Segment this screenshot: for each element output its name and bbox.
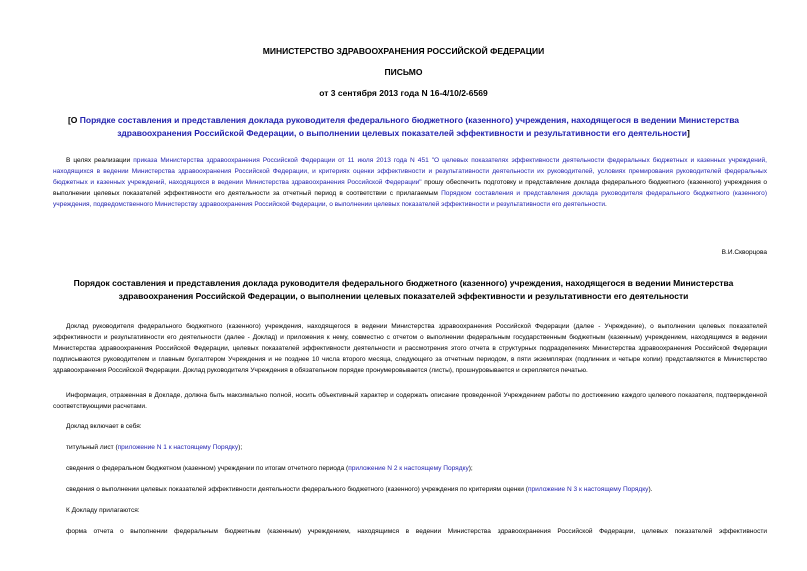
letter-body-middle: прошу обеспечить подготовку и представление доклада федерального бюджетного (казенного) учреждения о выполнении целевых показателей эффективности его деятельности за отчетный период в соответствии с прилагаемым — [53, 179, 767, 197]
document-date-number: от 3 сентября 2013 года N 16-4/10/2-6569 — [319, 88, 488, 98]
appendix-1-link[interactable]: приложение N 1 к настоящему Порядку — [117, 444, 239, 451]
document-subject — [40, 114, 767, 140]
signature: В.И.Скворцова — [721, 249, 767, 256]
item3-suffix: ). — [648, 486, 653, 493]
item3-prefix: сведения о выполнении целевых показателей эффективности деятельности федерального бюджетного (казенного) учреждения по критериям оценки ( — [66, 486, 528, 493]
item1-prefix: титульный лист ( — [66, 444, 118, 451]
subject-close-bracket: ] — [686, 128, 690, 138]
item1-suffix: ); — [238, 444, 243, 451]
procedure-paragraph-1: Доклад руководителя федерального бюджетного (казенного) учреждения, находящегося в ведении Министерства здравоохранения Российской Федерации (далее - Учреждение), о выполнении целевых показателей эффективности и результативности его деятельности (далее - Доклад) и приложения к нему, совместно с отчетом о выполнении федеральным государственным бюджетным (казенным) учреждением, находящимся в ведении Министерства здравоохранения Российской Федерации, целевых показателей эффективности деятельности и рассмотрения этого отчета в структурных подразделениях Министерства здравоохранения Российской Федерации подписываются руководителем и главным бухгалтером Учреждения и не позднее 10 числа второго месяца, следующего за отчетным периодом, в пяти экземплярах (подлинник и четыре копии) представляются в Министерство здравоохранения Российской Федерации. Доклад руководителя Учреждения в обязательном порядке пронумеровывается (листы), прошнуровывается и скрепляется печатью. — [53, 323, 767, 374]
ministry-heading: МИНИСТЕРСТВО ЗДРАВООХРАНЕНИЯ РОССИЙСКОЙ ФЕДЕРАЦИИ — [262, 46, 545, 56]
list-item-institution-info — [66, 463, 473, 474]
letter-body-suffix: . — [605, 201, 607, 208]
subject-link[interactable]: Порядке составления и представления доклада руководителя федерального бюджетного (казенного) учреждения, находящегося в ведении Министерства здравоохранения Российской Федерации, о выполнении целевых показателей эффективности и результативности его деятельности — [79, 115, 740, 138]
appendix-3-link[interactable]: приложение N 3 к настоящему Порядку — [527, 486, 649, 493]
procedure-title: Порядок составления и представления доклада руководителя федерального бюджетного (казенного) учреждения, находящегося в ведении Министерства здравоохранения Российской Федерации, о выполнении целевых показателей эффективности и результативности его деятельности — [73, 278, 734, 301]
procedure-link[interactable]: Порядком составления и представления доклада руководителя федерального бюджетного (казенного) учреждения, подведомственного Министерству здравоохранения Российской Федерации, о выполнении целевых показателей эффективности и результативности его деятельности — [53, 190, 767, 208]
item2-prefix: сведения о федеральном бюджетном (казенном) учреждении по итогам отчетного периода ( — [66, 465, 349, 472]
list-item-title-page — [66, 442, 242, 453]
document-type-heading: ПИСЬМО — [384, 67, 423, 77]
subject-open-bracket: [О — [67, 115, 80, 125]
includes-label: Доклад включает в себя: — [66, 423, 142, 430]
attachments-label: К Докладу прилагаются: — [66, 507, 140, 514]
procedure-last-line: форма отчета о выполнении федеральным бюджетным (казенным) учреждением, находящимся в ведении Министерства здравоохранения Российской Федерации, целевых показателей эффективности — [66, 528, 767, 535]
letter-body-prefix: В целях реализации — [66, 157, 134, 164]
item2-suffix: ); — [468, 465, 473, 472]
procedure-paragraph-2: Информация, отраженная в Докладе, должна быть максимально полной, носить объективный характер и содержать описание проведенной Учреждением работы по достижению каждого целевого показателя, подтвержденной соответствующими расчетами. — [53, 392, 767, 410]
order-451-link[interactable]: приказа Министерства здравоохранения Российской Федерации от 11 июля 2013 года N 451 "О целевых показателях эффективности деятельности федеральных бюджетных и казенных учреждений, находящихся в ведении Министерства здравоохранения Российской Федерации, и критериях оценки эффективности и результативности деятельности их руководителей, условиях премирования руководителей федеральных бюджетных и казенных учреждений, находящихся в ведении Министерства здравоохранения Российской Федерации" — [53, 157, 767, 186]
appendix-2-link[interactable]: приложение N 2 к настоящему Порядку — [348, 465, 469, 472]
list-item-targets-info — [66, 484, 652, 495]
letter-body-paragraph — [53, 155, 767, 210]
